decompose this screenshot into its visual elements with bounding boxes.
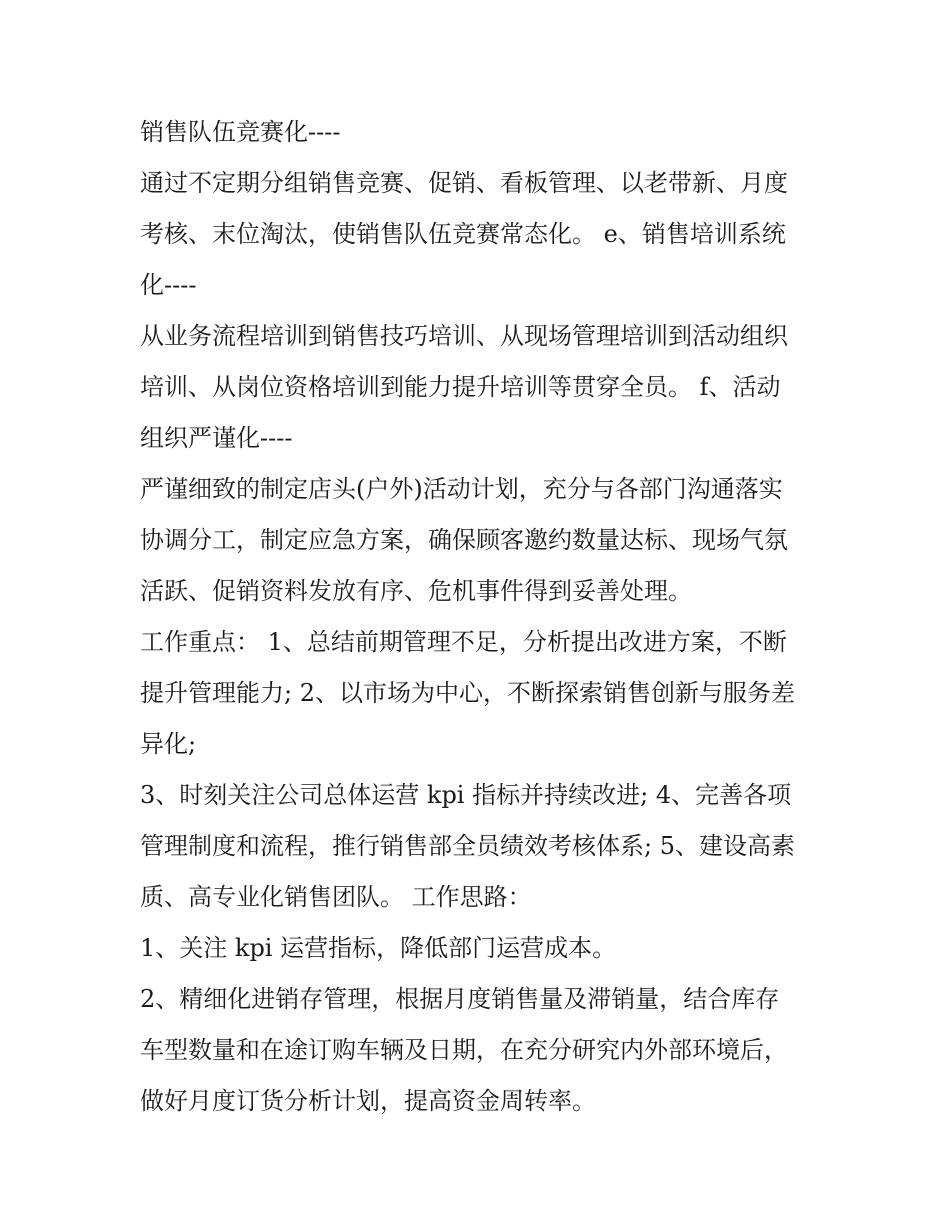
text-line: 严谨细致的制定店头(户外)活动计划，充分与各部门沟通落实 — [140, 475, 783, 503]
text-line: 提升管理能力; 2、以市场为中心，不断探索销售创新与服务差 — [140, 679, 795, 707]
text-line: 考核、末位淘汰，使销售队伍竞赛常态化。 e、销售培训系统 — [140, 220, 786, 248]
text-line: 销售队伍竞赛化---- — [140, 118, 341, 146]
text-line: 3、时刻关注公司总体运营 kpi 指标并持续改进; 4、完善各项 — [140, 781, 792, 809]
text-line: 培训、从岗位资格培训到能力提升培训等贯穿全员。 f、活动 — [140, 373, 781, 401]
text-line: 2、精细化进销存管理，根据月度销售量及滞销量，结合库存 — [140, 985, 780, 1013]
text-line: 质、高专业化销售团队。 工作思路： — [140, 883, 532, 911]
text-line: 异化; — [140, 730, 197, 758]
text-line: 管理制度和流程，推行销售部全员绩效考核体系; 5、建设高素 — [140, 832, 795, 860]
document-body — [140, 107, 830, 1127]
text-line: 车型数量和在途订购车辆及日期，在充分研究内外部环境后， — [140, 1036, 788, 1064]
text-line: 工作重点： 1、总结前期管理不足，分析提出改进方案，不断 — [140, 628, 787, 656]
text-line: 做好月度订货分析计划，提高资金周转率。 — [140, 1087, 596, 1115]
text-line: 从业务流程培训到销售技巧培训、从现场管理培训到活动组织 — [140, 322, 788, 350]
text-line: 化---- — [140, 271, 197, 299]
text-line: 协调分工，制定应急方案，确保顾客邀约数量达标、现场气氛 — [140, 526, 788, 554]
text-line: 活跃、促销资料发放有序、危机事件得到妥善处理。 — [140, 577, 692, 605]
text-line: 通过不定期分组销售竞赛、促销、看板管理、以老带新、月度 — [140, 169, 788, 197]
text-line: 1、关注 kpi 运营指标，降低部门运营成本。 — [140, 934, 617, 962]
text-line: 组织严谨化---- — [140, 424, 293, 452]
